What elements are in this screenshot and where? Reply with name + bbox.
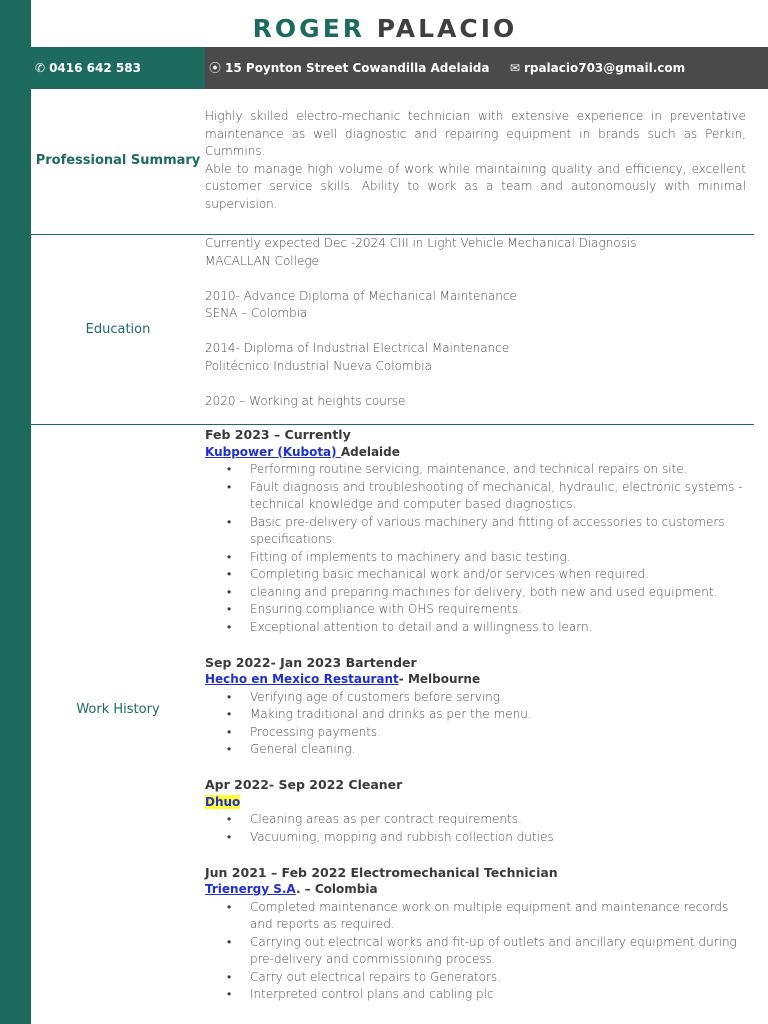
summary-paragraph-2: Able to manage high volume of work while maintaining quality and efficiency, excellent customer service skills. Ability to work as a team and autonomously with minimal supervision. (205, 161, 746, 211)
job-2-company-link[interactable]: Hecho en Mexico Restaurant (205, 672, 399, 686)
contact-bar (31, 47, 768, 89)
email-icon: ✉ (509, 61, 520, 75)
job-4-company-link[interactable]: Trienergy S.A (205, 882, 296, 896)
job-1-heading: Feb 2023 – Currently (205, 427, 351, 442)
list-item: • Interpreted control plans and cabling plc (250, 986, 746, 1004)
job-3-company: Dhuo (205, 794, 241, 809)
summary-paragraph-1: Highly skilled electro-mechanic technician with extensive experience in preventative maintenance as well diagnostic and repairing equipment in brands such as Perkin, Cummins. (205, 109, 746, 158)
list-item: • Cleaning areas as per contract requirements. (250, 811, 746, 829)
job-2-duties (205, 689, 746, 759)
education-entry-3-line-2: Politécnico Industrial Nueva Colombia (205, 358, 432, 373)
job-2-heading: Sep 2022- Jan 2023 Bartender (205, 654, 417, 670)
list-item: • Verifying age of customers before serving. (250, 689, 746, 707)
job-3-employer (205, 794, 746, 812)
section-divider (31, 424, 754, 425)
work-history-content (205, 426, 746, 1004)
job-1-location: Adelaide (340, 444, 400, 459)
education-entry-3-line-1: 2014- Diploma of Industrial Electrical Maintenance (205, 341, 510, 355)
job-4-duties (205, 899, 746, 1004)
last-name: PALACIO (376, 14, 518, 43)
phone-number[interactable]: 0416 642 583 (49, 61, 141, 75)
education-content (205, 235, 746, 410)
list-item: • Basic pre-delivery of various machinery and fitting of accessories to customers specifications. (250, 514, 746, 549)
job-1-duties (205, 461, 746, 636)
list-item: • Completed maintenance work on multiple equipment and maintenance records and reports as required. (250, 899, 746, 934)
summary-content (205, 108, 746, 213)
education-entry-2-line-1: 2010- Advance Diploma of Mechanical Maintenance (205, 288, 517, 303)
education-label: Education (85, 322, 151, 337)
job-2-employer (205, 671, 746, 689)
location-icon: ⦿ (209, 61, 222, 75)
list-item: • Fitting of implements to machinery and basic testing. (250, 549, 746, 567)
list-item: • Ensuring compliance with OHS requirements. (250, 601, 746, 619)
list-item: • Making traditional and drinks as per the menu. (250, 706, 746, 724)
list-item: • cleaning and preparing machines for delivery, both new and used equipment. (250, 584, 746, 602)
list-item: • Exceptional attention to detail and a willingness to learn. (250, 619, 746, 637)
job-1-company-link[interactable]: Kubpower (Kubota) (205, 444, 341, 459)
email-link[interactable]: rpalacio703@gmail.com (523, 61, 686, 75)
address: 15 Poynton Street Cowandilla Adelaida (225, 61, 490, 75)
contact-address-email (205, 47, 768, 89)
phone-icon: ✆ (35, 61, 46, 75)
left-accent-bar (0, 0, 31, 1024)
list-item: • Vacuuming, mopping and rubbish collection duties (250, 829, 746, 847)
list-item: • Carry out electrical repairs to Generators. (250, 969, 746, 987)
list-item: • Performing routine servicing, maintenance, and technical repairs on site. (250, 461, 746, 479)
list-item: • Carrying out electrical works and fit-up of outlets and ancillary equipment during pre-delivery and commissioning process. (250, 934, 746, 969)
job-1-employer (205, 444, 746, 462)
education-entry-1-line-2: MACALLAN College (205, 253, 319, 268)
education-entry-2-line-2: SENA – Colombia (205, 306, 308, 320)
job-4-employer (205, 881, 746, 899)
job-3-duties (205, 811, 746, 846)
job-4-location: . – Colombia (295, 882, 378, 896)
summary-label: Professional Summary (35, 153, 201, 168)
job-3-heading: Apr 2022- Sep 2022 Cleaner (205, 777, 403, 792)
first-name: ROGER (252, 14, 366, 43)
education-entry-1-line-1: Currently expected Dec -2024 CIII in Light Vehicle Mechanical Diagnosis (205, 236, 637, 250)
job-4-heading: Jun 2021 – Feb 2022 Electromechanical Technician (205, 864, 558, 880)
job-2-location: - Melbourne (398, 672, 481, 686)
list-item: • General cleaning. (250, 741, 746, 759)
list-item: • Fault diagnosis and troubleshooting of mechanical, hydraulic, electronic systems - technical knowledge and computer based diagnostics. (250, 479, 746, 514)
candidate-name (31, 14, 739, 43)
contact-phone (31, 47, 205, 89)
education-entry-4-line-1: 2020 – Working at heights course (205, 393, 406, 408)
work-history-label: Work History (76, 702, 160, 717)
list-item: • Processing payments. (250, 724, 746, 742)
list-item: • Completing basic mechanical work and/or services when required. (250, 566, 746, 584)
